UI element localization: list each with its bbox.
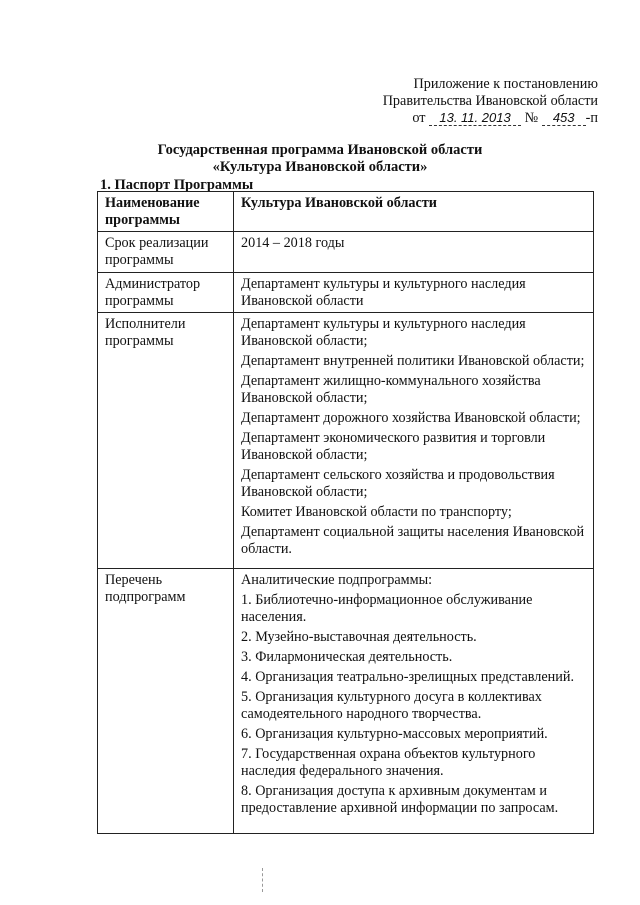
appendix-header [383, 76, 598, 127]
list-item: Департамент внутренней политики Ивановской области; [241, 353, 585, 369]
program-passport-table [97, 191, 594, 834]
header-line-2: Правительства Ивановской области [382, 93, 598, 109]
table-row [98, 313, 594, 569]
table-row [98, 569, 594, 834]
row-value: Департамент культуры и культурного наследия Ивановской области [234, 273, 594, 313]
table-row [98, 273, 594, 313]
list-item: 4. Организация театрально-зрелищных представлений. [241, 669, 574, 685]
list-item: 8. Организация доступа к архивным документам и предоставление архивной информации по запросам. [241, 783, 559, 816]
list-item: 1. Библиотечно-информационное обслуживание населения. [241, 592, 533, 625]
document-title [0, 142, 640, 176]
list-item: Департамент дорожного хозяйства Ивановской области; [241, 410, 581, 426]
scan-artifact [262, 868, 264, 892]
executors-list [234, 313, 594, 569]
row-value: 2014 – 2018 годы [234, 232, 594, 273]
section-heading: 1. Паспорт Программы [100, 177, 254, 193]
table-row [98, 192, 594, 232]
row-value: Культура Ивановской области [234, 192, 594, 232]
list-item: Департамент экономического развития и торговли Ивановской области; [241, 430, 546, 463]
number-suffix: -п [585, 110, 598, 126]
row-label: Наименование программы [98, 192, 234, 232]
list-item: Департамент сельского хозяйства и продовольствия Ивановской области; [241, 467, 555, 500]
list-item: Аналитические подпрограммы: [241, 572, 433, 588]
table-row [98, 232, 594, 273]
title-line-2: «Культура Ивановской области» [212, 159, 428, 175]
row-label: Исполнители программы [98, 313, 234, 569]
list-item: Департамент социальной защиты населения Ивановской области. [241, 524, 585, 557]
list-item: Департамент культуры и культурного наследия Ивановской области; [241, 316, 526, 349]
list-item: 6. Организация культурно-массовых мероприятий. [241, 726, 548, 742]
handwritten-number: 453 [542, 111, 586, 126]
list-item: 2. Музейно-выставочная деятельность. [241, 629, 477, 645]
list-item: Департамент жилищно-коммунального хозяйства Ивановской области; [241, 373, 541, 406]
header-line-1: Приложение к постановлению [413, 76, 598, 92]
subprograms-list [234, 569, 594, 834]
handwritten-date: 13. 11. 2013 [429, 111, 521, 126]
list-item: 7. Государственная охрана объектов культурного наследия федерального значения. [241, 746, 536, 779]
list-item: 5. Организация культурного досуга в коллективах самодеятельного народного творчества. [241, 689, 542, 722]
header-line-3 [383, 110, 598, 127]
number-label: № [524, 110, 539, 126]
list-item: Комитет Ивановской области по транспорту; [241, 504, 512, 520]
title-line-1: Государственная программа Ивановской области [157, 142, 483, 158]
list-item: 3. Филармоническая деятельность. [241, 649, 453, 665]
row-label: Администратор программы [98, 273, 234, 313]
from-label: от [412, 110, 426, 126]
row-label: Перечень подпрограмм [98, 569, 234, 834]
row-label: Срок реализации программы [98, 232, 234, 273]
